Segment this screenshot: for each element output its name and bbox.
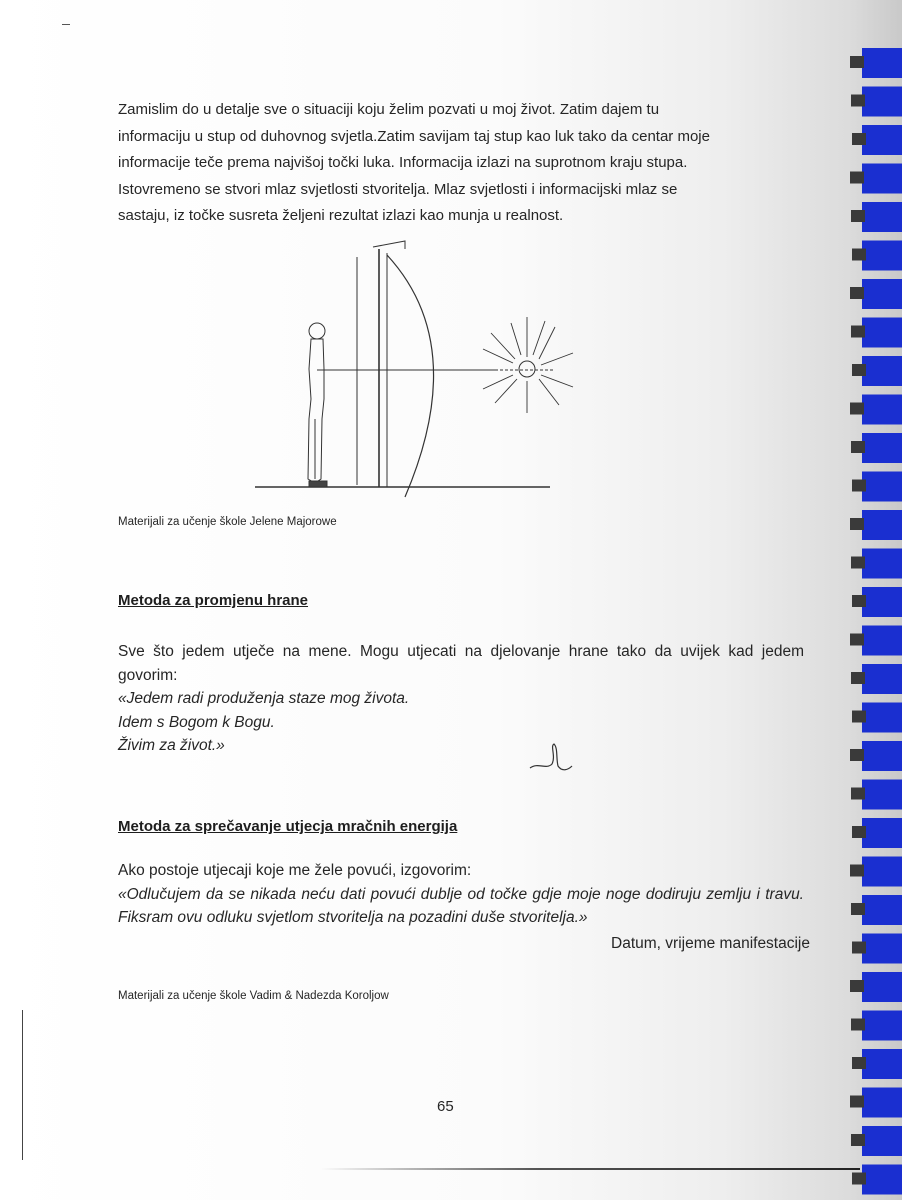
binding-hole: [850, 403, 864, 415]
binding-ring: [862, 125, 902, 155]
quote-text: «Odlučujem da se nikada neću dati povući dublje od točke gdje moje noge dodiruju zemlju i travu. Fiksram ovu odluku svjetlom stvoritelja na pozadini duše stvoritelja.»: [118, 885, 804, 926]
binding-ring: [862, 780, 902, 810]
binding-ring: [862, 549, 902, 579]
binding-ring: [862, 433, 902, 463]
binding-ring: [862, 818, 902, 848]
binding-hole: [851, 788, 865, 800]
prayer-line: Živim za život.»: [118, 737, 225, 754]
binding-hole: [851, 557, 865, 569]
prayer-line: Idem s Bogom k Bogu.: [118, 713, 275, 731]
binding-hole: [851, 1134, 865, 1146]
binding-ring: [862, 472, 902, 502]
binding-ring: [862, 1088, 902, 1118]
binding-hole: [850, 518, 864, 530]
spiral-binding: [840, 40, 902, 1200]
section-heading: Metoda za promjenu hrane: [118, 592, 309, 609]
binding-ring: [862, 1011, 902, 1041]
intro-paragraph: [118, 97, 794, 230]
binding-ring: [862, 395, 902, 425]
dark-energy-paragraph: [118, 859, 804, 930]
caption: Materijali za učenje škole Vadim & Nadezda Koroljow: [118, 990, 389, 1002]
binding-hole: [850, 1096, 864, 1108]
handwritten-mark: [528, 742, 574, 778]
food-method-paragraph: [118, 640, 804, 758]
binding-hole: [851, 903, 865, 915]
binding-ring: [862, 1165, 902, 1195]
binding-ring: [862, 703, 902, 733]
binding-ring: [862, 972, 902, 1002]
binding-ring: [862, 857, 902, 887]
binding-ring: [862, 664, 902, 694]
binding-ring: [862, 510, 902, 540]
light-arc-illustration: [255, 235, 575, 505]
binding-hole: [851, 95, 865, 107]
binding-hole: [851, 210, 865, 222]
binding-hole: [852, 1057, 866, 1069]
binding-ring: [862, 279, 902, 309]
binding-hole: [852, 249, 866, 261]
binding-hole: [852, 364, 866, 376]
binding-hole: [850, 634, 864, 646]
binding-hole: [850, 865, 864, 877]
binding-ring: [862, 1126, 902, 1156]
binding-hole: [852, 480, 866, 492]
binding-hole: [852, 133, 866, 145]
binding-ring: [862, 202, 902, 232]
binding-hole: [852, 595, 866, 607]
intro-line: Zamislim do u detalje sve o situaciji koju želim pozvati u moj život. Zatim dajem tu: [118, 101, 660, 118]
binding-ring: [862, 895, 902, 925]
section-heading: Metoda za sprečavanje utjecja mračnih energija: [118, 818, 458, 835]
binding-ring: [862, 164, 902, 194]
date-time-label: Datum, vrijeme manifestacije: [611, 935, 810, 952]
scan-bottom-edge: [320, 1168, 860, 1170]
binding-hole: [851, 441, 865, 453]
intro-line: sastaju, iz točke susreta željeni rezultat izlazi kao munja u realnost.: [118, 207, 564, 224]
binding-hole: [852, 1173, 866, 1185]
binding-hole: [850, 749, 864, 761]
caption: Materijali za učenje škole Jelene Majorowe: [118, 516, 337, 528]
intro-line: informacije teče prema najvišoj točki luka. Informacija izlazi na suprotnom kraju stupa.: [118, 154, 688, 171]
prayer-line: «Jedem radi produženja staze mog života.: [118, 690, 410, 707]
binding-ring: [862, 626, 902, 656]
binding-hole: [850, 287, 864, 299]
binding-ring: [862, 934, 902, 964]
scan-edge-line: [22, 1010, 23, 1160]
binding-ring: [862, 741, 902, 771]
binding-ring: [862, 587, 902, 617]
intro-line: Istovremeno se stvori mlaz svjetlosti stvoritelja. Mlaz svjetlosti i informacijski mlaz se: [118, 180, 678, 198]
binding-hole: [850, 172, 864, 184]
binding-ring: [862, 356, 902, 386]
binding-hole: [852, 826, 866, 838]
binding-hole: [850, 980, 864, 992]
binding-hole: [851, 1019, 865, 1031]
binding-hole: [852, 942, 866, 954]
binding-hole: [851, 326, 865, 338]
binding-ring: [862, 48, 902, 78]
binding-hole: [851, 672, 865, 684]
scan-mark: [62, 24, 70, 25]
binding-ring: [862, 241, 902, 271]
binding-ring: [862, 318, 902, 348]
binding-ring: [862, 1049, 902, 1079]
binding-hole: [850, 56, 864, 68]
body-text: Ako postoje utjecaji koje me žele povući, izgovorim:: [118, 862, 472, 879]
binding-ring: [862, 87, 902, 117]
intro-line: informaciju u stup od duhovnog svjetla.Zatim savijam taj stup kao luk tako da centar moje: [118, 127, 710, 145]
body-text: Sve što jedem utječe na mene. Mogu utjecati na djelovanje hrane tako da uvijek kad jedem govorim:: [118, 643, 804, 684]
page-number: 65: [437, 1098, 454, 1115]
binding-hole: [852, 711, 866, 723]
